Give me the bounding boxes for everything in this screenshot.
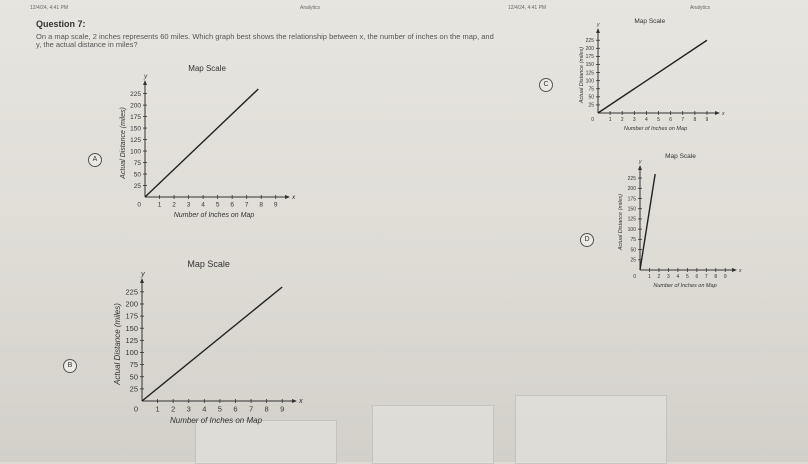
y-tick-label: 25 bbox=[129, 384, 138, 394]
x-tick-label: 8 bbox=[259, 201, 264, 209]
x-tick-label: 7 bbox=[248, 404, 254, 414]
x-tick-label: 8 bbox=[264, 404, 269, 414]
option-a-badge[interactable]: A bbox=[88, 153, 102, 167]
x-tick-label: 9 bbox=[280, 404, 285, 414]
chart-title: Map Scale bbox=[187, 259, 230, 269]
x-tick-label: 9 bbox=[723, 274, 727, 280]
option-b-badge[interactable]: B bbox=[63, 359, 77, 373]
y-tick-label: 75 bbox=[133, 159, 141, 167]
x-tick-label: 2 bbox=[171, 404, 176, 414]
origin-label: 0 bbox=[633, 274, 636, 280]
y-tick-label: 200 bbox=[125, 299, 138, 309]
y-tick-label: 25 bbox=[630, 257, 636, 264]
x-variable: x bbox=[292, 194, 296, 201]
series-line bbox=[598, 40, 707, 113]
x-tick-label: 9 bbox=[273, 201, 278, 209]
y-tick-label: 225 bbox=[130, 90, 141, 98]
x-tick-label: 8 bbox=[693, 117, 697, 123]
x-tick-label: 3 bbox=[186, 404, 191, 414]
series-line bbox=[640, 174, 655, 270]
x-variable: x bbox=[299, 396, 303, 405]
x-axis-label: Number of Inches on Map bbox=[173, 212, 255, 219]
chart-title: Map Scale bbox=[634, 18, 666, 25]
y-axis-label: Actual Distance (miles) bbox=[120, 107, 127, 179]
y-tick-label: 100 bbox=[125, 348, 138, 358]
y-tick-label: 150 bbox=[125, 323, 138, 333]
x-tick-label: 3 bbox=[632, 117, 636, 123]
x-tick-label: 4 bbox=[645, 117, 648, 123]
y-tick-label: 25 bbox=[133, 182, 141, 190]
question-text: On a map scale, 2 inches represents 60 miles. Which graph best shows the relationship between x, the number of inches on the map, and y, the actual distance in miles? bbox=[36, 32, 494, 49]
y-tick-label: 100 bbox=[585, 78, 594, 85]
chart-title: Map Scale bbox=[188, 64, 226, 73]
x-tick-label: 5 bbox=[217, 404, 222, 414]
graph-option-c[interactable] bbox=[579, 18, 725, 132]
y-tick-label: 225 bbox=[585, 37, 594, 44]
y-axis-arrow bbox=[143, 80, 147, 85]
x-tick-label: 5 bbox=[215, 201, 220, 209]
x-tick-label: 1 bbox=[648, 274, 651, 280]
x-tick-label: 1 bbox=[157, 201, 162, 209]
x-tick-label: 7 bbox=[681, 117, 685, 123]
x-axis-label: Number of Inches on Map bbox=[623, 126, 688, 132]
x-tick-label: 1 bbox=[155, 404, 160, 414]
y-tick-label: 125 bbox=[130, 136, 141, 144]
y-tick-label: 50 bbox=[133, 171, 141, 179]
graph-option-a[interactable] bbox=[120, 64, 296, 219]
question-title: Question 7: bbox=[36, 19, 86, 29]
y-variable: y bbox=[639, 159, 642, 165]
origin-label: 0 bbox=[133, 404, 138, 414]
origin-label: 0 bbox=[137, 201, 141, 209]
graph-option-b[interactable] bbox=[113, 259, 303, 425]
chart-title: Map Scale bbox=[665, 153, 696, 160]
x-variable: x bbox=[739, 268, 742, 274]
origin-label: 0 bbox=[591, 117, 594, 123]
y-axis-label: Actual Distance (miles) bbox=[579, 46, 585, 104]
y-variable: y bbox=[597, 22, 600, 28]
y-tick-label: 150 bbox=[585, 62, 594, 69]
y-tick-label: 200 bbox=[585, 46, 594, 53]
x-tick-label: 4 bbox=[676, 274, 680, 280]
x-axis-label: Number of Inches on Map bbox=[169, 416, 263, 425]
y-tick-label: 125 bbox=[627, 216, 636, 223]
x-tick-label: 6 bbox=[669, 117, 673, 123]
y-tick-label: 25 bbox=[588, 102, 594, 109]
x-axis-arrow bbox=[292, 399, 297, 403]
x-tick-label: 3 bbox=[667, 274, 670, 280]
y-axis-label: Actual Distance (miles) bbox=[113, 303, 122, 385]
header-center-title: Analytics bbox=[300, 5, 321, 11]
y-axis-arrow bbox=[638, 165, 642, 170]
y-variable: y bbox=[141, 269, 145, 278]
y-tick-label: 50 bbox=[630, 247, 636, 254]
x-tick-label: 5 bbox=[685, 274, 689, 280]
x-tick-label: 6 bbox=[233, 404, 238, 414]
x-tick-label: 4 bbox=[201, 201, 205, 209]
y-tick-label: 125 bbox=[125, 335, 138, 345]
x-tick-label: 3 bbox=[186, 201, 191, 209]
x-tick-label: 4 bbox=[202, 404, 207, 414]
x-tick-label: 2 bbox=[657, 274, 661, 280]
x-axis-arrow bbox=[285, 195, 290, 199]
y-tick-label: 150 bbox=[627, 206, 636, 213]
series-line bbox=[145, 89, 258, 197]
y-tick-label: 75 bbox=[630, 237, 636, 244]
y-tick-label: 225 bbox=[125, 287, 138, 297]
y-tick-label: 50 bbox=[129, 372, 138, 382]
y-variable: y bbox=[144, 73, 148, 80]
x-tick-label: 2 bbox=[620, 117, 624, 123]
y-tick-label: 225 bbox=[627, 175, 636, 182]
y-tick-label: 200 bbox=[130, 102, 141, 110]
option-d-badge[interactable]: D bbox=[580, 233, 594, 247]
y-tick-label: 175 bbox=[125, 311, 138, 321]
x-tick-label: 7 bbox=[704, 274, 708, 280]
x-axis-arrow bbox=[715, 111, 720, 115]
y-axis-arrow bbox=[140, 278, 144, 283]
header-right-title: Analytics bbox=[690, 5, 711, 11]
x-tick-label: 7 bbox=[244, 201, 249, 209]
header-right-stamp: 12/4/24, 4:41 PM bbox=[508, 5, 547, 11]
x-tick-label: 9 bbox=[705, 117, 709, 123]
x-tick-label: 5 bbox=[657, 117, 660, 123]
y-tick-label: 75 bbox=[588, 86, 594, 93]
header-left-stamp: 12/4/24, 4:41 PM bbox=[30, 5, 69, 11]
y-axis-label: Actual Distance (miles) bbox=[618, 193, 624, 251]
y-tick-label: 175 bbox=[130, 113, 141, 121]
y-tick-label: 150 bbox=[130, 125, 141, 133]
x-tick-label: 2 bbox=[172, 201, 176, 209]
x-variable: x bbox=[722, 111, 725, 117]
graph-option-d[interactable] bbox=[618, 153, 742, 289]
y-tick-label: 175 bbox=[627, 196, 636, 203]
y-tick-label: 100 bbox=[130, 148, 141, 156]
y-tick-label: 100 bbox=[627, 226, 636, 233]
x-axis-arrow bbox=[732, 268, 737, 272]
option-c-badge[interactable]: C bbox=[539, 78, 553, 92]
y-tick-label: 125 bbox=[585, 70, 594, 77]
y-tick-label: 175 bbox=[585, 54, 594, 61]
y-tick-label: 200 bbox=[627, 186, 636, 193]
y-axis-arrow bbox=[596, 28, 600, 33]
x-tick-label: 1 bbox=[608, 117, 612, 123]
x-tick-label: 6 bbox=[695, 274, 699, 280]
y-tick-label: 50 bbox=[588, 94, 594, 101]
x-axis-label: Number of Inches on Map bbox=[653, 283, 717, 289]
x-tick-label: 8 bbox=[714, 274, 718, 280]
y-tick-label: 75 bbox=[129, 360, 138, 370]
series-line bbox=[142, 287, 282, 401]
x-tick-label: 6 bbox=[230, 201, 234, 209]
